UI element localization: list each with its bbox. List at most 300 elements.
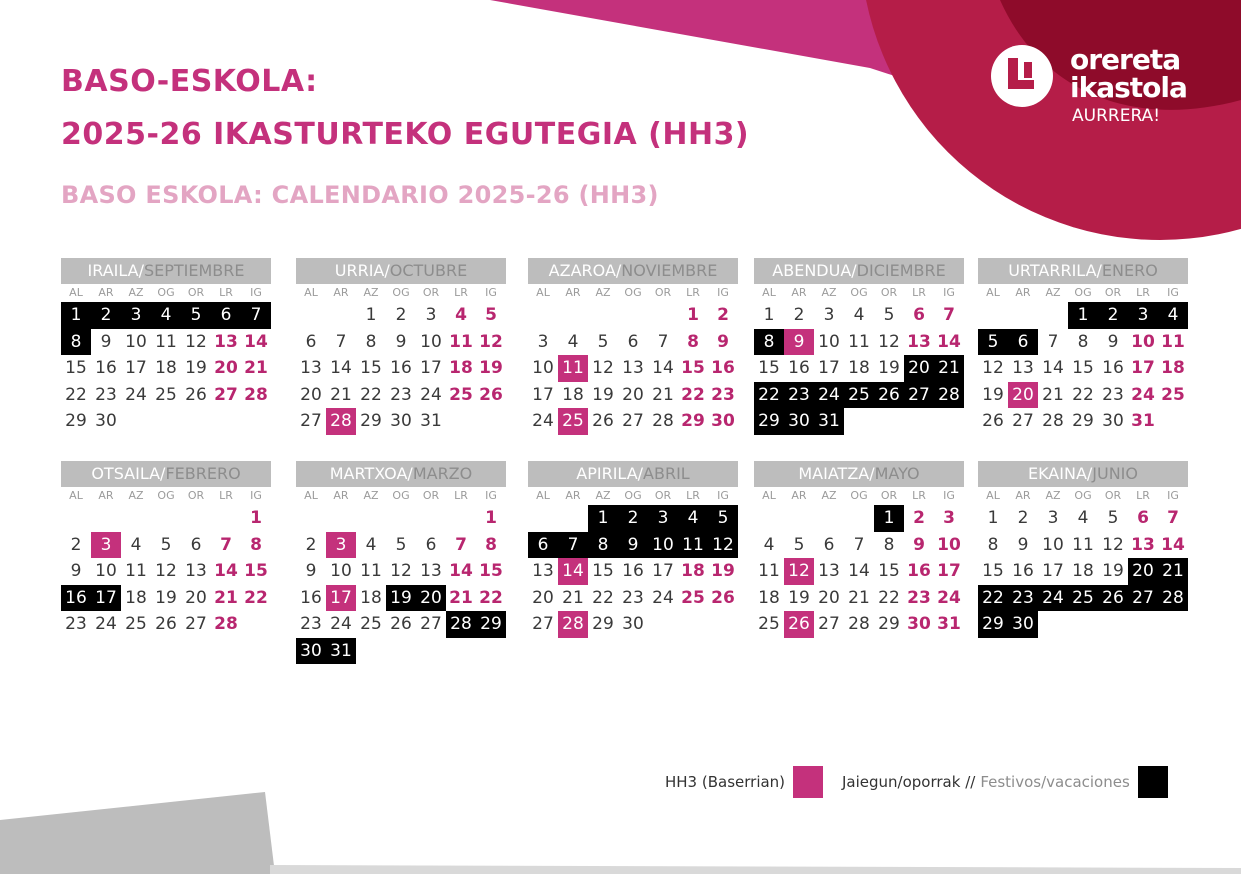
weekend-day-cell: 10 (937, 534, 961, 555)
empty-cell (528, 505, 558, 532)
holiday-day-cell: 26 (1098, 585, 1128, 612)
month-name-eu: OTSAILA (91, 464, 161, 483)
weekday-header: AZ (363, 489, 379, 502)
logo-tagline: AURRERA! (1072, 106, 1161, 126)
day-cell: 8 (987, 534, 999, 555)
weekday-header: OR (422, 489, 440, 502)
weekend-day-cell: 19 (479, 358, 503, 378)
day-cell: 27 (1012, 411, 1034, 431)
weekday-header: IG (943, 489, 955, 502)
weekday-header: AL (304, 286, 318, 299)
month-header (978, 258, 1188, 284)
month-urria (296, 258, 506, 435)
weekend-day-cell: 15 (681, 358, 705, 378)
month-name-separator: / (407, 464, 413, 483)
weekday-header: LR (1136, 286, 1150, 299)
legend-festivos (842, 766, 1168, 798)
day-cell: 28 (1042, 411, 1064, 431)
month-name-eu: MAIATZA (798, 464, 870, 483)
month-name-eu: MARTXOA (329, 464, 408, 483)
day-cell: 17 (420, 358, 442, 378)
weekday-header: AR (791, 489, 807, 502)
day-cell: 4 (365, 534, 377, 555)
weekend-day-cell: 15 (479, 561, 503, 581)
weekend-day-cell: 14 (1161, 534, 1185, 555)
day-cell: 26 (185, 384, 207, 405)
weekend-day-cell: 29 (681, 411, 705, 431)
month-header (528, 258, 738, 284)
day-cell: 26 (390, 614, 412, 634)
holiday-day-cell: 9 (618, 532, 648, 559)
empty-cell (588, 302, 618, 329)
weekday-header: AR (333, 286, 349, 299)
day-cell: 29 (360, 411, 382, 431)
day-cell: 24 (95, 614, 117, 634)
empty-cell (296, 302, 326, 329)
empty-cell (416, 505, 446, 532)
holiday-day-cell: 19 (386, 585, 416, 612)
weekend-day-cell: 9 (913, 534, 925, 555)
month-urtarrila (978, 258, 1188, 435)
hh3-day-cell: 28 (326, 408, 356, 435)
weekday-header: AR (98, 489, 114, 502)
weekday-header: OG (624, 286, 642, 299)
weekend-day-cell: 27 (214, 384, 238, 405)
day-cell: 22 (360, 384, 382, 405)
day-cell: 29 (65, 411, 87, 431)
month-name-separator: / (384, 261, 390, 280)
day-cell: 4 (763, 534, 775, 555)
weekday-header: IG (250, 489, 262, 502)
weekday-header: OG (1074, 286, 1092, 299)
empty-cell (1008, 302, 1038, 329)
day-cell: 18 (125, 587, 147, 608)
day-cell: 27 (532, 614, 554, 634)
empty-cell (1038, 302, 1068, 329)
day-cell: 10 (420, 331, 442, 352)
weekday-header: AZ (821, 286, 837, 299)
day-cell: 14 (848, 561, 870, 581)
empty-cell (978, 302, 1008, 329)
day-cell: 12 (878, 331, 900, 352)
day-cell: 28 (848, 614, 870, 634)
weekend-day-cell: 16 (907, 561, 931, 581)
day-cell: 14 (330, 358, 352, 378)
holiday-day-cell: 22 (754, 382, 784, 409)
holiday-day-cell: 22 (978, 585, 1008, 612)
empty-cell (181, 505, 211, 532)
hh3-day-cell: 11 (558, 355, 588, 382)
month-abendua (754, 258, 964, 435)
day-cell: 9 (1107, 331, 1119, 352)
day-cell: 7 (1047, 331, 1059, 352)
weekday-header: OG (392, 489, 410, 502)
weekday-header: AR (1015, 286, 1031, 299)
weekday-header: AZ (128, 286, 144, 299)
day-cell: 19 (878, 358, 900, 378)
logo-word-line1: oreretа (1070, 43, 1181, 76)
logo (990, 44, 1210, 134)
holiday-day-cell: 1 (61, 302, 91, 329)
holiday-day-cell: 7 (558, 532, 588, 559)
holiday-day-cell: 6 (211, 302, 241, 329)
month-header (296, 461, 506, 487)
month-name-eu: URTARRILA (1008, 261, 1097, 280)
weekday-header: LR (912, 489, 926, 502)
weekday-headers (296, 487, 506, 505)
weekday-header: AZ (128, 489, 144, 502)
day-cell: 17 (818, 358, 840, 378)
holiday-day-cell: 1 (874, 505, 904, 532)
empty-cell (386, 505, 416, 532)
weekday-header: AL (304, 489, 318, 502)
month-name-es: MARZO (412, 464, 473, 483)
holiday-day-cell: 1 (588, 505, 618, 532)
weekend-day-cell: 16 (711, 358, 735, 378)
day-cell: 26 (592, 411, 614, 431)
day-cell: 15 (592, 561, 614, 581)
day-cell: 18 (155, 358, 177, 378)
weekend-day-cell: 26 (479, 384, 503, 405)
day-cell: 15 (360, 358, 382, 378)
legend-hh3 (665, 766, 823, 798)
day-cell: 9 (1017, 534, 1029, 555)
holiday-day-cell: 31 (326, 638, 356, 665)
weekend-day-cell: 28 (244, 384, 268, 405)
weekday-header: AL (762, 489, 776, 502)
month-maiatza (754, 461, 964, 638)
month-apirila (528, 461, 738, 638)
weekend-day-cell: 4 (455, 305, 467, 325)
weekend-day-cell: 11 (1161, 331, 1185, 352)
month-name-eu: EKAINA (1027, 464, 1087, 483)
weekday-header: LR (454, 286, 468, 299)
month-name-eu: ABENDUA (772, 261, 852, 280)
weekday-header: AR (333, 489, 349, 502)
day-cell: 20 (300, 384, 322, 405)
holiday-day-cell: 2 (618, 505, 648, 532)
weekday-header: AL (69, 489, 83, 502)
day-cell: 27 (818, 614, 840, 634)
weekday-header: AZ (363, 286, 379, 299)
holiday-day-cell: 5 (708, 505, 738, 532)
day-cell: 13 (185, 561, 207, 581)
empty-cell (121, 505, 151, 532)
weekday-headers (61, 487, 271, 505)
weekday-header: AZ (595, 489, 611, 502)
day-grid (61, 505, 271, 638)
day-cell: 21 (1042, 384, 1064, 405)
month-name-eu: IRAILA (87, 261, 139, 280)
holiday-day-cell: 23 (784, 382, 814, 409)
hh3-day-cell: 17 (326, 585, 356, 612)
weekend-day-cell: 5 (485, 305, 497, 325)
day-cell: 29 (1072, 411, 1094, 431)
weekday-header: LR (686, 489, 700, 502)
weekend-day-cell: 14 (449, 561, 473, 581)
day-cell: 23 (390, 384, 412, 405)
empty-cell (784, 505, 814, 532)
weekend-day-cell: 24 (937, 587, 961, 608)
day-cell: 19 (592, 384, 614, 405)
weekday-header: IG (485, 489, 497, 502)
weekday-header: AR (791, 286, 807, 299)
day-cell: 13 (622, 358, 644, 378)
day-cell: 24 (330, 614, 352, 634)
month-header (978, 461, 1188, 487)
empty-cell (844, 505, 874, 532)
legend-festivos-swatch (1138, 766, 1168, 798)
day-cell: 5 (883, 305, 895, 325)
day-cell: 22 (592, 587, 614, 608)
weekend-day-cell: 18 (681, 561, 705, 581)
empty-cell (648, 302, 678, 329)
day-cell: 20 (622, 384, 644, 405)
day-cell: 10 (330, 561, 352, 581)
day-grid (978, 505, 1188, 638)
month-name-separator: / (138, 261, 144, 280)
weekday-header: IG (717, 489, 729, 502)
empty-cell (558, 505, 588, 532)
weekend-day-cell: 15 (244, 561, 268, 581)
day-cell: 27 (420, 614, 442, 634)
holiday-day-cell: 21 (1158, 558, 1188, 585)
day-cell: 10 (1042, 534, 1064, 555)
weekday-header: IG (250, 286, 262, 299)
day-cell: 29 (878, 614, 900, 634)
day-cell: 22 (1072, 384, 1094, 405)
hh3-day-cell: 28 (558, 611, 588, 638)
weekday-header: OG (1074, 489, 1092, 502)
day-cell: 4 (130, 534, 142, 555)
day-cell: 29 (592, 614, 614, 634)
day-cell: 3 (1047, 508, 1059, 528)
day-cell: 11 (758, 561, 780, 581)
weekday-header: IG (717, 286, 729, 299)
month-martxoa (296, 461, 506, 664)
day-cell: 23 (65, 614, 87, 634)
day-grid (754, 505, 964, 638)
holiday-day-cell: 28 (446, 611, 476, 638)
day-cell: 7 (657, 331, 669, 352)
weekend-day-cell: 13 (907, 331, 931, 352)
logo-word-line2: ikastola (1070, 71, 1187, 104)
weekday-header: OR (1104, 489, 1122, 502)
page-title-line2: 2025-26 IKASTURTEKO EGUTEGIA (HH3) (61, 117, 750, 152)
weekend-day-cell: 7 (220, 534, 232, 555)
weekend-day-cell: 21 (244, 358, 268, 378)
holiday-day-cell: 12 (708, 532, 738, 559)
weekend-day-cell: 20 (214, 358, 238, 378)
weekend-day-cell: 8 (485, 534, 497, 555)
holiday-day-cell: 4 (1158, 302, 1188, 329)
day-cell: 22 (878, 587, 900, 608)
month-name-separator: / (869, 464, 875, 483)
day-cell: 6 (305, 331, 317, 352)
legend-hh3-label: HH3 (Baserrian) (665, 773, 786, 791)
day-cell: 12 (592, 358, 614, 378)
day-cell: 28 (652, 411, 674, 431)
day-cell: 6 (425, 534, 437, 555)
holiday-day-cell: 27 (904, 382, 934, 409)
holiday-day-cell: 11 (678, 532, 708, 559)
day-cell: 21 (652, 384, 674, 405)
day-cell: 2 (305, 534, 317, 555)
holiday-day-cell: 2 (91, 302, 121, 329)
month-name-separator: / (637, 464, 644, 483)
month-name-es: NOVIEMBRE (621, 261, 718, 280)
holiday-day-cell: 29 (476, 611, 506, 638)
holiday-day-cell: 16 (61, 585, 91, 612)
weekend-day-cell: 9 (717, 331, 729, 352)
weekday-header: OR (880, 489, 898, 502)
day-cell: 8 (365, 331, 377, 352)
weekend-day-cell: 13 (214, 331, 238, 352)
weekend-day-cell: 13 (1131, 534, 1155, 555)
day-cell: 7 (335, 331, 347, 352)
holiday-day-cell: 5 (181, 302, 211, 329)
day-cell: 19 (185, 358, 207, 378)
holiday-day-cell: 3 (121, 302, 151, 329)
weekday-header: OR (187, 489, 205, 502)
day-cell: 16 (95, 358, 117, 378)
day-grid (528, 505, 738, 638)
empty-cell (814, 505, 844, 532)
day-grid (61, 302, 271, 435)
weekday-header: OG (157, 489, 175, 502)
holiday-day-cell: 31 (814, 408, 844, 435)
day-cell: 16 (300, 587, 322, 608)
day-cell: 23 (300, 614, 322, 634)
weekend-day-cell: 14 (244, 331, 268, 352)
holiday-day-cell: 8 (754, 329, 784, 356)
weekend-day-cell: 31 (937, 614, 961, 634)
hh3-day-cell: 26 (784, 611, 814, 638)
weekday-header: AZ (821, 489, 837, 502)
weekend-day-cell: 6 (1137, 508, 1149, 528)
empty-cell (618, 302, 648, 329)
day-cell: 23 (95, 384, 117, 405)
holiday-day-cell: 30 (296, 638, 326, 665)
day-cell: 23 (1102, 384, 1124, 405)
holiday-day-cell: 2 (1098, 302, 1128, 329)
day-cell: 25 (155, 384, 177, 405)
month-otsaila (61, 461, 271, 638)
month-header (754, 258, 964, 284)
day-cell: 5 (793, 534, 805, 555)
weekend-day-cell: 2 (717, 305, 729, 325)
empty-cell (446, 505, 476, 532)
day-cell: 1 (365, 305, 377, 325)
legend-festivos-label-es: Festivos/vacaciones (980, 773, 1130, 791)
month-ekaina (978, 461, 1188, 638)
holiday-day-cell: 4 (678, 505, 708, 532)
month-name-es: JUNIO (1092, 464, 1138, 483)
weekday-header: OR (187, 286, 205, 299)
day-cell: 10 (818, 331, 840, 352)
weekend-day-cell: 8 (250, 534, 262, 555)
day-cell: 11 (155, 331, 177, 352)
weekday-header: LR (454, 489, 468, 502)
weekday-headers (754, 284, 964, 302)
empty-cell (356, 505, 386, 532)
day-cell: 30 (1102, 411, 1124, 431)
day-cell: 1 (987, 508, 999, 528)
day-cell: 16 (1012, 561, 1034, 581)
legend-festivos-label-eu: Jaiegun/oporrak // (842, 773, 976, 791)
day-cell: 18 (1072, 561, 1094, 581)
day-cell: 19 (1102, 561, 1124, 581)
day-cell: 27 (300, 411, 322, 431)
holiday-day-cell: 20 (1128, 558, 1158, 585)
month-name-es: FEBRERO (165, 464, 241, 483)
day-cell: 17 (652, 561, 674, 581)
day-cell: 25 (125, 614, 147, 634)
day-cell: 21 (562, 587, 584, 608)
day-cell: 11 (360, 561, 382, 581)
weekday-header: OR (654, 489, 672, 502)
footer-line-shape (270, 865, 1241, 874)
day-cell: 6 (627, 331, 639, 352)
holiday-day-cell: 24 (1038, 585, 1068, 612)
day-cell: 21 (330, 384, 352, 405)
weekday-header: AR (565, 489, 581, 502)
footer-grey-shape (0, 792, 275, 874)
day-cell: 11 (1072, 534, 1094, 555)
weekend-day-cell: 3 (943, 508, 955, 528)
day-cell: 30 (95, 411, 117, 431)
month-name-es: DICIEMBRE (856, 261, 946, 280)
month-name-separator: / (160, 464, 166, 483)
month-name-es: ENERO (1101, 261, 1158, 280)
day-cell: 31 (420, 411, 442, 431)
day-cell: 19 (155, 587, 177, 608)
weekday-header: LR (686, 286, 700, 299)
weekend-day-cell: 6 (913, 305, 925, 325)
weekday-header: IG (1167, 286, 1179, 299)
day-cell: 14 (1042, 358, 1064, 378)
day-grid (296, 302, 506, 435)
weekday-header: AL (69, 286, 83, 299)
day-cell: 22 (65, 384, 87, 405)
day-cell: 24 (532, 411, 554, 431)
day-cell: 13 (420, 561, 442, 581)
weekday-header: OG (850, 286, 868, 299)
day-cell: 19 (982, 384, 1004, 405)
weekday-header: AZ (595, 286, 611, 299)
day-cell: 30 (622, 614, 644, 634)
empty-cell (326, 505, 356, 532)
weekend-day-cell: 21 (449, 587, 473, 608)
month-name-es: SEPTIEMBRE (143, 261, 245, 280)
weekday-header: OR (880, 286, 898, 299)
holiday-day-cell: 29 (754, 408, 784, 435)
weekday-header: LR (912, 286, 926, 299)
day-cell: 5 (597, 331, 609, 352)
weekend-day-cell: 30 (907, 614, 931, 634)
holiday-day-cell: 25 (844, 382, 874, 409)
weekend-day-cell: 25 (1161, 384, 1185, 405)
weekend-day-cell: 17 (1131, 358, 1155, 378)
weekend-day-cell: 22 (244, 587, 268, 608)
holiday-day-cell: 28 (934, 382, 964, 409)
holiday-day-cell: 24 (814, 382, 844, 409)
day-cell: 4 (853, 305, 865, 325)
weekday-header: OR (1104, 286, 1122, 299)
holiday-day-cell: 26 (874, 382, 904, 409)
empty-cell (151, 505, 181, 532)
weekend-day-cell: 12 (479, 331, 503, 352)
